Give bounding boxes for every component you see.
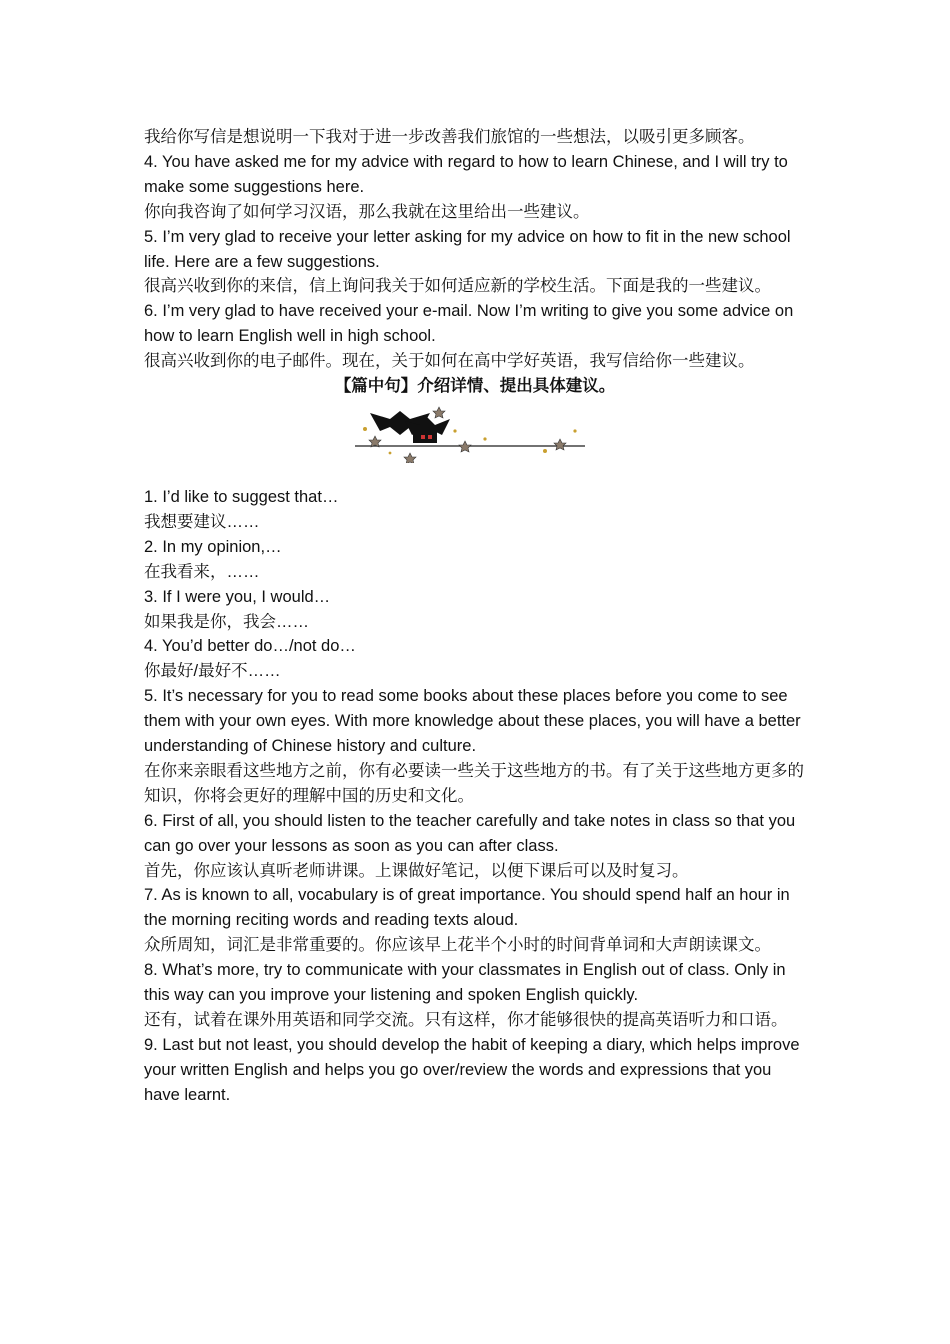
text-line: 很高兴收到你的电子邮件。现在，关于如何在高中学好英语，我写信给你一些建议。: [144, 352, 755, 371]
text-line: 5. It’s necessary for you to read some books about these places before you come to see them with your own eyes. With more knowledge about these places, you will have a better understanding of Chinese history and culture.: [144, 687, 801, 756]
text-line: 你最好/最好不……: [144, 662, 281, 681]
text-line: 在你来亲眼看这些地方之前，你有必要读一些关于这些地方的书。有了关于这些地方更多的知识，你将会更好的理解中国的历史和文化。: [144, 761, 804, 805]
text-line: 5. I’m very glad to receive your letter asking for my advice on how to fit in the new school life. Here are a few suggestions.: [144, 227, 791, 271]
text-line: 2. In my opinion,…: [144, 537, 282, 556]
text-line: 7. As is known to all, vocabulary is of great importance. You should spend half an hour in the morning reciting words and reading texts aloud.: [144, 886, 790, 930]
text-line: 9. Last but not least, you should develop the habit of keeping a diary, which helps improve your written English and helps you go over/review the words and expressions that you have learnt.: [144, 1035, 800, 1104]
text-line: 4. You have asked me for my advice with regard to how to learn Chinese, and I will try to make some suggestions here.: [144, 152, 788, 196]
bat-star-divider-icon: [355, 401, 595, 463]
text-line: 我想要建议……: [144, 512, 260, 531]
text-line: 首先，你应该认真听老师讲课。上课做好笔记，以便下课后可以及时复习。: [144, 861, 689, 880]
text-line: 6. I’m very glad to have received your e-mail. Now I’m writing to give you some advice on how to learn English well in high school.: [144, 302, 794, 346]
text-line: 在我看来，……: [144, 562, 260, 581]
text-line: 6. First of all, you should listen to the teacher carefully and take notes in class so that you can go over your lessons as soon as you can after class.: [144, 811, 796, 855]
text-line: 8. What’s more, try to communicate with your classmates in English out of class. Only in this way can you improve your listening and spoken English quickly.: [144, 961, 786, 1005]
text-line: 众所周知，词汇是非常重要的。你应该早上花半个小时的时间背单词和大声朗读课文。: [144, 936, 771, 955]
text-line: 1. I’d like to suggest that…: [144, 487, 339, 506]
text-line: 我给你写信是想说明一下我对于进一步改善我们旅馆的一些想法，以吸引更多顾客。: [144, 128, 755, 146]
text-line: 如果我是你，我会……: [144, 612, 309, 631]
text-line: 3. If I were you, I would…: [144, 587, 331, 606]
text-line: 还有，试着在课外用英语和同学交流。只有这样，你才能够很快的提高英语听力和口语。: [144, 1011, 788, 1029]
section-heading: 【篇中句】介绍详情、提出具体建议。: [334, 377, 616, 396]
text-line: 你向我咨询了如何学习汉语，那么我就在这里给出一些建议。: [144, 202, 590, 221]
document-page: [144, 125, 806, 1108]
text-line: 很高兴收到你的来信，信上询问我关于如何适应新的学校生活。下面是我的一些建议。: [144, 277, 771, 296]
text-line: 4. You’d better do…/not do…: [144, 637, 356, 656]
